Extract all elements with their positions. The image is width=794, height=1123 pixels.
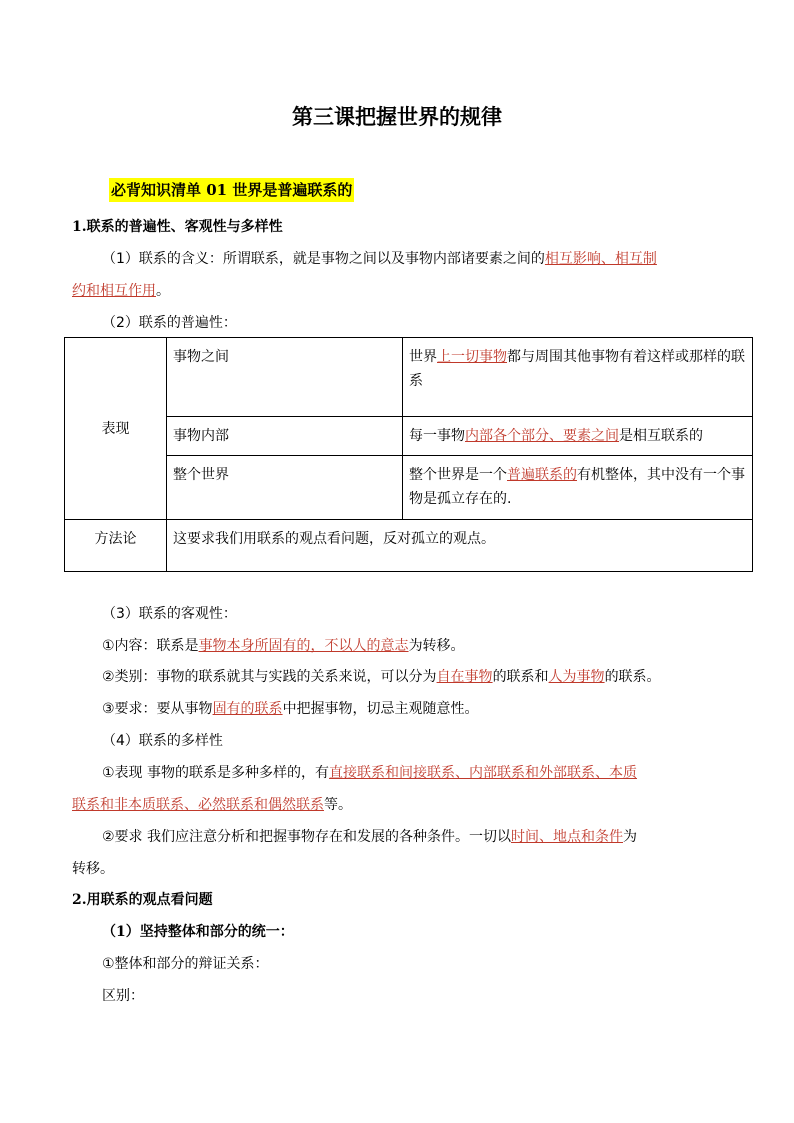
method-label: 方法论 — [65, 520, 167, 572]
section-heading-highlighted: 必背知识清单 01 世界是普遍联系的 — [109, 178, 354, 202]
table-cell-label: 事物之间 — [167, 338, 403, 417]
paragraph-diversity-requirement: ②要求 我们应注意分析和把握事物存在和发展的各种条件。一切以时间、地点和条件为 — [102, 829, 637, 845]
key-term: 事物本身所固有的，不以人的意志 — [198, 638, 409, 654]
paragraph-diversity: （4）联系的多样性 — [102, 733, 223, 749]
table-cell-content: 世界上一切事物都与周围其他事物有着这样或那样的联系 — [403, 338, 753, 417]
table-cell-label: 整个世界 — [167, 456, 403, 520]
paragraph-diversity-manifest-cont: 联系和非本质联系、必然联系和偶然联系等。 — [72, 797, 352, 813]
paragraph-diversity-requirement-cont: 转移。 — [72, 861, 114, 877]
key-term: 自在事物 — [436, 669, 493, 685]
key-term: 约和相互作用 — [72, 283, 156, 299]
table-cell-label: 事物内部 — [167, 417, 403, 456]
paragraph-dialectic-relation: ①整体和部分的辩证关系： — [102, 956, 269, 972]
key-term: 固有的联系 — [212, 701, 283, 717]
method-text: 这要求我们用联系的观点看问题，反对孤立的观点。 — [167, 520, 753, 572]
table-cell-content: 每一事物内部各个部分、要素之间是相互联系的 — [403, 417, 753, 456]
key-term: 联系和非本质联系、必然联系和偶然联系 — [72, 797, 324, 813]
paragraph-diversity-manifest: ①表现 事物的联系是多种多样的，有直接联系和间接联系、内部联系和外部联系、本质 — [102, 765, 638, 781]
page-title: 第三课把握世界的规律 — [292, 104, 502, 129]
paragraph-difference: 区别： — [102, 988, 144, 1004]
key-term: 相互影响、相互制 — [544, 251, 657, 267]
table-cell-content: 整个世界是一个普遍联系的有机整体，其中没有一个事物是孤立存在的. — [403, 456, 753, 520]
row-group-label: 表现 — [65, 338, 167, 520]
heading-1: 1.联系的普遍性、客观性与多样性 — [72, 219, 283, 235]
paragraph-connection-meaning-cont: 约和相互作用。 — [72, 283, 170, 299]
universality-table — [64, 337, 753, 572]
paragraph-connection-meaning: （1）联系的含义：所谓联系，就是事物之间以及事物内部诸要素之间的相互影响、相互制 — [102, 251, 657, 267]
paragraph-objectivity-types: ②类别：事物的联系就其与实践的关系来说，可以分为自在事物的联系和人为事物的联系。 — [102, 669, 661, 685]
paragraph-objectivity-requirement: ③要求：要从事物固有的联系中把握事物，切忌主观随意性。 — [102, 701, 479, 717]
paragraph-objectivity-content: ①内容：联系是事物本身所固有的，不以人的意志为转移。 — [102, 638, 465, 654]
key-term: 时间、地点和条件 — [511, 829, 623, 845]
paragraph-objectivity: （3）联系的客观性： — [102, 606, 237, 622]
key-term: 人为事物 — [548, 669, 605, 685]
key-term: 直接联系和间接联系、内部联系和外部联系、本质 — [329, 765, 638, 781]
subheading-whole-part: （1）坚持整体和部分的统一： — [102, 924, 294, 940]
heading-2: 2.用联系的观点看问题 — [72, 892, 213, 908]
paragraph-universality: （2）联系的普遍性： — [102, 315, 237, 331]
